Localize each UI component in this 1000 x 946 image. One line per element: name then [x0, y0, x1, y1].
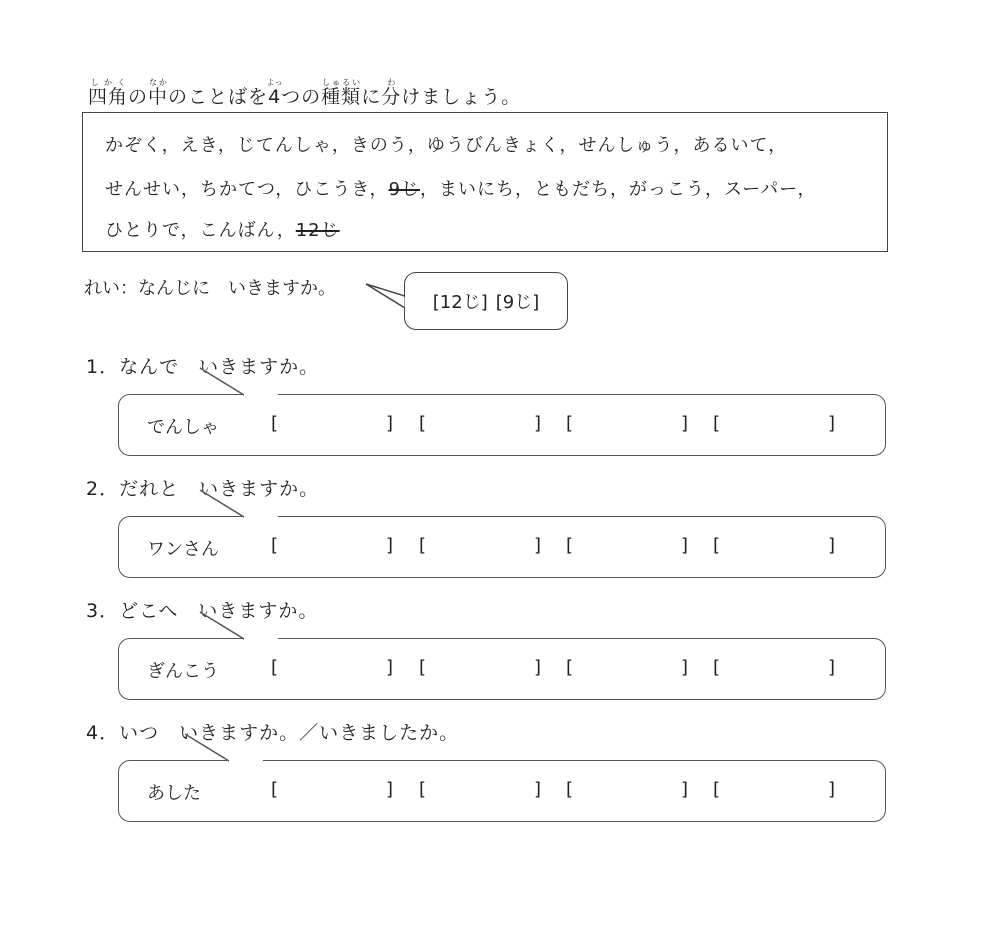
instruction-text: けましょう。 [401, 86, 522, 108]
bracket-open: [ [566, 779, 574, 800]
question-2-label: 2．だれと いきますか。 [86, 478, 320, 500]
furigana: わ [381, 78, 402, 87]
example-label: れい：なんじに いきますか。 [84, 278, 336, 299]
instruction-text: 分 [381, 86, 402, 108]
example-answer: あした [147, 783, 201, 804]
bracket-open: [ [713, 657, 721, 678]
bracket-close: ] [680, 779, 688, 800]
struck-word-9ji: 9じ [388, 179, 421, 200]
struck-word-12ji: 12じ [295, 220, 340, 241]
bracket-close: ] [385, 657, 393, 678]
instruction-text: 中 [148, 86, 169, 108]
bracket-close: ] [533, 657, 541, 678]
bracket-open: [ [271, 535, 279, 556]
bracket-open: [ [713, 535, 721, 556]
bracket-close: ] [680, 413, 688, 434]
bracket-open: [ [271, 413, 279, 434]
word-line-1: かぞく，えき，じてんしゃ，きのう，ゆうびんきょく，せんしゅう，あるいて， [105, 135, 788, 156]
bracket-open: [ [271, 657, 279, 678]
bracket-open: [ [419, 413, 427, 434]
bracket-open: [ [566, 413, 574, 434]
word-line-3-a: ひとりで，こんばん， [105, 220, 296, 241]
furigana: よっ [266, 78, 283, 87]
instruction-text: 4 [266, 86, 283, 108]
furigana: しゅるい [321, 78, 362, 87]
instruction-text: に [361, 86, 382, 108]
bracket-close: ] [680, 535, 688, 556]
bracket-open: [ [566, 535, 574, 556]
bracket-close: ] [827, 535, 835, 556]
instruction-text: のことばを [168, 86, 269, 108]
word-line-2-a: せんせい，ちかてつ，ひこうき， [105, 179, 389, 200]
bracket-close: ] [385, 779, 393, 800]
bracket-close: ] [827, 779, 835, 800]
furigana: しかく [88, 78, 128, 87]
bracket-open: [ [419, 657, 427, 678]
example-answer-2: [9じ] [495, 292, 540, 313]
bracket-close: ] [827, 413, 835, 434]
bracket-close: ] [827, 657, 835, 678]
bracket-open: [ [271, 779, 279, 800]
bracket-open: [ [713, 413, 721, 434]
bracket-close: ] [385, 413, 393, 434]
bracket-close: ] [680, 657, 688, 678]
question-3-label: 3．どこへ いきますか。 [86, 600, 319, 622]
example-answer-1: [12じ] [432, 292, 488, 313]
example-answer: でんしゃ [147, 417, 219, 438]
question-4-label: 4．いつ いきますか。／いきましたか。 [86, 722, 460, 744]
furigana: なか [148, 78, 169, 87]
example-answer: ワンさん [147, 539, 219, 560]
bracket-close: ] [533, 779, 541, 800]
bracket-close: ] [533, 535, 541, 556]
bracket-open: [ [419, 535, 427, 556]
bracket-open: [ [566, 657, 574, 678]
bracket-open: [ [419, 779, 427, 800]
example-answer: ぎんこう [147, 661, 219, 682]
instruction-text: 種類 [321, 86, 362, 108]
instruction-text: つの [281, 86, 322, 108]
bracket-close: ] [385, 535, 393, 556]
instruction-text: の [128, 86, 149, 108]
bracket-close: ] [533, 413, 541, 434]
word-line-2-b: ，まいにち，ともだち，がっこう，スーパー， [420, 179, 817, 200]
bracket-open: [ [713, 779, 721, 800]
instruction-text: 四角 [88, 86, 129, 108]
question-1-label: 1．なんで いきますか。 [86, 356, 320, 378]
